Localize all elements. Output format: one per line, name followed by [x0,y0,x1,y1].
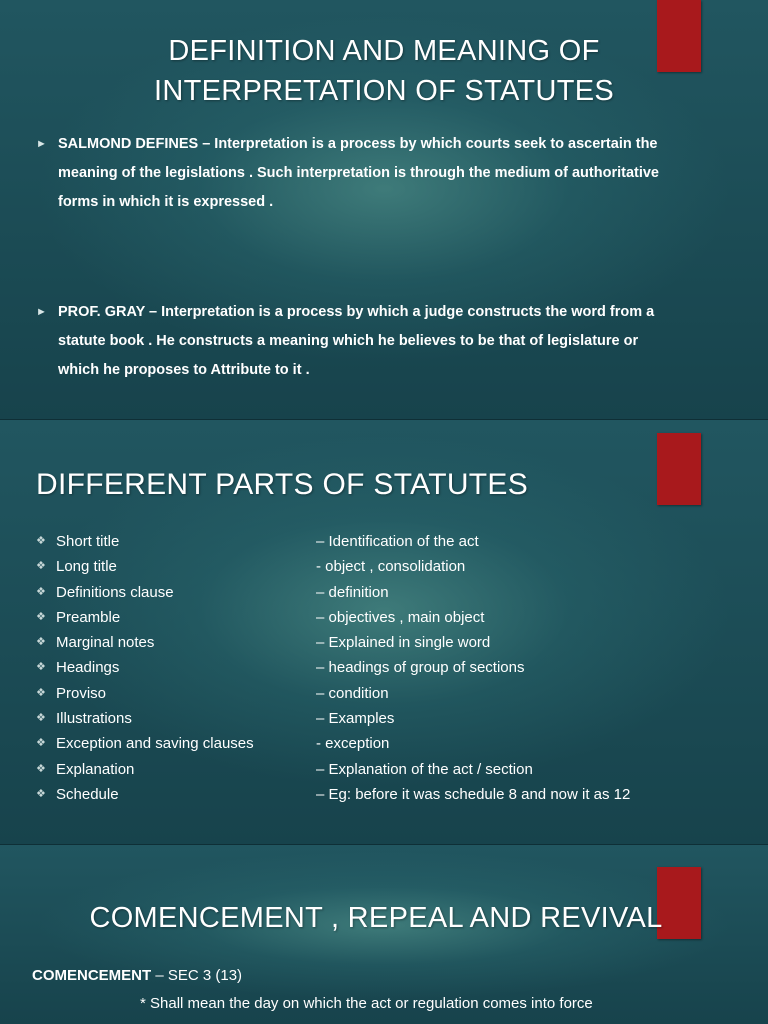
slide-definition [0,0,768,420]
list-item [36,757,736,782]
commencement-text: * Shall mean the day on which the act or regulation comes into force [140,995,593,1012]
part-name: Headings [56,659,120,677]
part-description: – Eg: before it was schedule 8 and now it as 12 [316,785,631,803]
part-name: Definitions clause [56,583,174,601]
part-name: Proviso [56,684,107,702]
diamond-bullet-icon: ❖ [36,737,46,750]
part-name: Illustrations [56,710,132,728]
part-description: – definition [316,583,389,601]
slide-title-line2: INTERPRETATION OF STATUTES [154,75,614,107]
list-item [36,580,736,605]
slide-parts-of-statutes [0,420,768,845]
list-item [36,630,736,655]
list-item [36,605,736,630]
parts-list [36,529,736,807]
commencement-ref: – SEC 3 (13) [151,967,243,984]
diamond-bullet-icon: ❖ [36,661,46,674]
part-description: - exception [316,735,390,753]
list-item [36,655,736,680]
diamond-bullet-icon: ❖ [36,560,46,573]
diamond-bullet-icon: ❖ [36,686,46,699]
slide-title: COMENCEMENT , REPEAL AND REVIVAL [89,902,663,934]
diamond-bullet-icon: ❖ [36,610,46,623]
list-item [36,706,736,731]
list-item [36,782,736,807]
triangle-bullet-icon: ► [36,138,47,150]
part-description: – Examples [316,710,395,728]
definition-line: forms in which it is expressed . [58,194,274,210]
definition-line: PROF. GRAY – Interpretation is a process by which a judge constructs the word from a [58,304,655,320]
definition-salmond [36,130,736,217]
part-name: Explanation [56,760,135,778]
triangle-bullet-icon: ► [36,306,47,318]
definition-line: statute book . He constructs a meaning which he believes to be that of legislature or [58,333,639,349]
part-description: – headings of group of sections [316,659,525,677]
definition-line: SALMOND DEFINES – Interpretation is a process by which courts seek to ascertain the [58,136,658,152]
diamond-bullet-icon: ❖ [36,712,46,725]
diamond-bullet-icon: ❖ [36,787,46,800]
diamond-bullet-icon: ❖ [36,762,46,775]
diamond-bullet-icon: ❖ [36,636,46,649]
diamond-bullet-icon: ❖ [36,585,46,598]
commencement-label: COMENCEMENT [32,967,152,984]
part-description: – objectives , main object [316,608,485,626]
part-name: Short title [56,533,120,550]
list-item [36,529,736,554]
list-item [36,681,736,706]
red-accent-bar [657,433,701,505]
part-name: Preamble [56,608,121,626]
slide-commencement [0,845,768,1024]
part-description: – Explained in single word [316,634,491,652]
part-name: Schedule [56,785,119,803]
diamond-bullet-icon: ❖ [36,535,46,547]
part-description: – Identification of the act [316,533,479,550]
part-name: Marginal notes [56,634,155,652]
part-description: – condition [316,684,389,702]
part-name: Long title [56,558,117,576]
list-item [36,731,736,756]
definition-line: which he proposes to Attribute to it . [58,362,310,378]
definition-line: meaning of the legislations . Such interpretation is through the medium of authoritative [58,165,659,181]
slide-title-line1: DEFINITION AND MEANING OF [168,35,600,67]
slide-title: DIFFERENT PARTS OF STATUTES [36,468,529,501]
commencement-heading [32,967,242,984]
list-item [36,554,736,579]
part-description: – Explanation of the act / section [316,760,533,778]
part-name: Exception and saving clauses [56,735,254,753]
definition-gray [36,298,736,385]
part-description: - object , consolidation [316,558,466,576]
